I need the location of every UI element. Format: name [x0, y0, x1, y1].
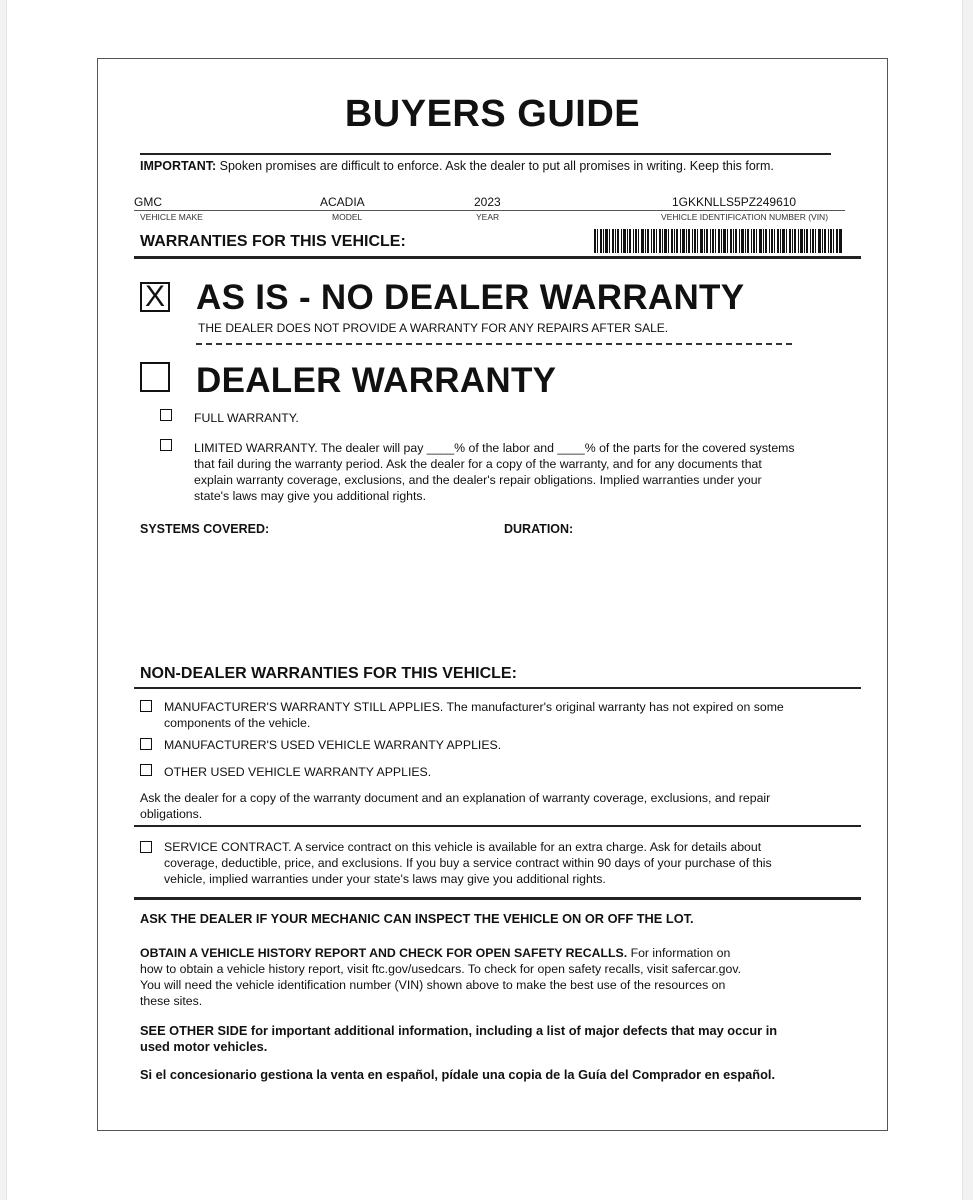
vehicle-make-value: GMC [134, 195, 162, 209]
manufacturer-warranty-text [164, 699, 784, 731]
divider [134, 687, 861, 689]
vehicle-make-label: VEHICLE MAKE [140, 212, 203, 222]
text-line: explain warranty coverage, exclusions, and the dealer's repair obligations. Implied warranties under your [194, 473, 762, 487]
text-line: vehicle, implied warranties under your state's laws may give you additional rights. [164, 872, 606, 886]
page-sheet [6, 0, 963, 1200]
text-line: how to obtain a vehicle history report, visit ftc.gov/usedcars. To check for open safety recalls, visit safercar.gov. [140, 962, 742, 976]
limited-warranty-checkbox[interactable] [160, 439, 172, 451]
vehicle-vin-label: VEHICLE IDENTIFICATION NUMBER (VIN) [661, 212, 829, 222]
text-line: obligations. [140, 807, 203, 821]
full-warranty-checkbox[interactable] [160, 409, 172, 421]
vehicle-model-value: ACADIA [320, 195, 365, 209]
as-is-checkbox[interactable] [140, 282, 170, 312]
divider [134, 825, 861, 827]
text-line: MANUFACTURER'S WARRANTY STILL APPLIES. The manufacturer's original warranty has not expired on some [164, 700, 784, 714]
field-underline [134, 210, 845, 211]
used-vehicle-warranty-checkbox[interactable] [140, 738, 152, 750]
text-line: LIMITED WARRANTY. The dealer will pay ____% of the labor and ____% of the parts for the covered systems [194, 441, 795, 455]
dealer-warranty-checkbox[interactable] [140, 362, 170, 392]
divider [134, 256, 861, 259]
divider [134, 897, 861, 900]
history-report-text [140, 945, 840, 1009]
text-line: these sites. [140, 994, 203, 1008]
limited-warranty-text [194, 440, 795, 504]
duration-label: DURATION: [504, 522, 574, 536]
history-bold: OBTAIN A VEHICLE HISTORY REPORT AND CHECK FOR OPEN SAFETY RECALLS. [140, 946, 628, 960]
vin-barcode [594, 229, 842, 253]
dashed-divider [196, 343, 792, 345]
text-line: Ask the dealer for a copy of the warranty document and an explanation of warranty coverage, exclusions, and repair [140, 791, 771, 805]
text-line: SERVICE CONTRACT. A service contract on this vehicle is available for an extra charge. Ask for details about [164, 840, 762, 854]
ask-dealer-text [140, 790, 770, 822]
history-rest: For information on [630, 946, 731, 960]
buyers-guide-form [97, 58, 888, 1131]
text-line: that fail during the warranty period. Ask the dealer for a copy of the warranty, and for any documents that [194, 457, 762, 471]
text-line: components of the vehicle. [164, 716, 311, 730]
text-line: used motor vehicles. [140, 1039, 268, 1054]
important-label: IMPORTANT: [140, 159, 217, 173]
used-vehicle-warranty-label: MANUFACTURER'S USED VEHICLE WARRANTY APPLIES. [164, 738, 502, 752]
vehicle-year-value: 2023 [474, 195, 501, 209]
manufacturer-warranty-checkbox[interactable] [140, 700, 152, 712]
text-line: You will need the vehicle identification number (VIN) shown above to make the best use of the resources on [140, 978, 726, 992]
see-other-side-text [140, 1023, 777, 1055]
divider [140, 153, 831, 155]
spanish-notice: Si el concesionario gestiona la venta en español, pídale una copia de la Guía del Comprador en español. [140, 1067, 776, 1082]
full-warranty-label: FULL WARRANTY. [194, 411, 299, 425]
service-contract-checkbox[interactable] [140, 841, 152, 853]
non-dealer-heading: NON-DEALER WARRANTIES FOR THIS VEHICLE: [140, 665, 517, 682]
text-line [140, 945, 840, 961]
text-line: state's laws may give you additional rights. [194, 489, 427, 503]
as-is-heading: AS IS - NO DEALER WARRANTY [196, 278, 745, 317]
other-used-warranty-label: OTHER USED VEHICLE WARRANTY APPLIES. [164, 765, 432, 779]
x-mark-icon: X [144, 280, 165, 313]
vehicle-model-label: MODEL [332, 212, 363, 222]
mechanic-notice: ASK THE DEALER IF YOUR MECHANIC CAN INSPECT THE VEHICLE ON OR OFF THE LOT. [140, 911, 694, 926]
vehicle-vin-value: 1GKKNLLS5PZ249610 [672, 195, 797, 209]
important-text: Spoken promises are difficult to enforce. Ask the dealer to put all promises in writing. Keep this form. [219, 159, 774, 173]
text-line: coverage, deductible, price, and exclusions. If you buy a service contract within 90 days of your purchase of this [164, 856, 772, 870]
service-contract-text [164, 839, 772, 887]
text-line: SEE OTHER SIDE for important additional information, including a list of major defects that may occur in [140, 1023, 778, 1038]
form-title: BUYERS GUIDE [344, 93, 641, 135]
vehicle-year-label: YEAR [476, 212, 500, 222]
other-used-warranty-checkbox[interactable] [140, 764, 152, 776]
warranties-heading: WARRANTIES FOR THIS VEHICLE: [140, 233, 406, 250]
dealer-warranty-heading: DEALER WARRANTY [196, 361, 557, 400]
as-is-subtext: THE DEALER DOES NOT PROVIDE A WARRANTY FOR ANY REPAIRS AFTER SALE. [198, 321, 669, 335]
systems-covered-label: SYSTEMS COVERED: [140, 522, 270, 536]
important-notice [140, 159, 774, 173]
